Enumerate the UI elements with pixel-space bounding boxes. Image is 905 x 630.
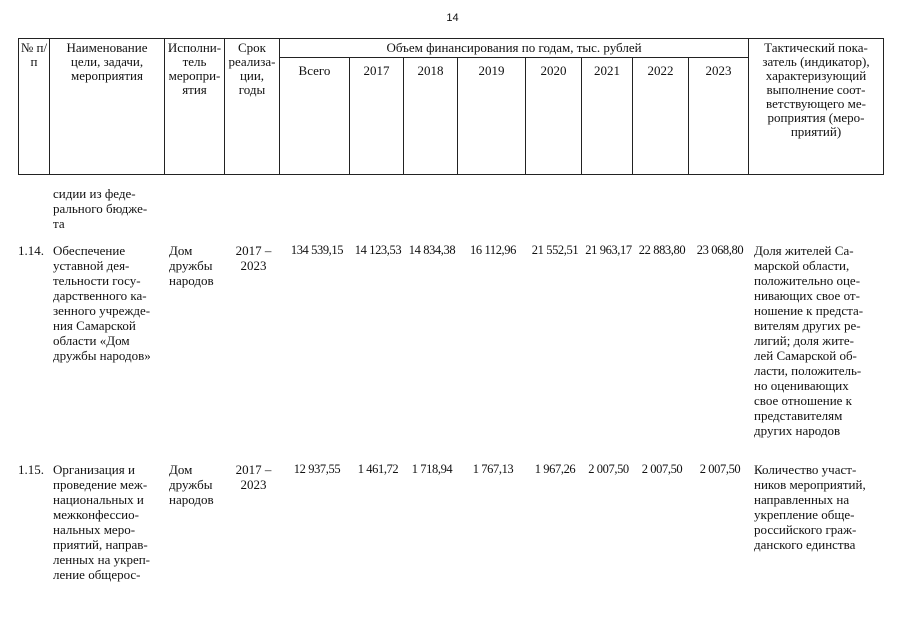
row-total: 12 937,55: [293, 462, 341, 476]
row-name: Обеспечение уставной дея- тельности госу- дарственного ка- зенного учрежде- ния Самарской области «Дом дружбы народов»: [53, 243, 151, 363]
header-year: 2021: [582, 58, 633, 175]
row-term: 2017 – 2023: [235, 243, 272, 273]
row-value: 14 834,38: [408, 243, 456, 257]
row-total: 134 539,15: [290, 243, 344, 257]
header-executor: Исполни-тель меропри-ятия: [165, 39, 225, 175]
continuation-text: сидии из феде- рального бюдже- та: [53, 186, 148, 231]
row-value: 23 068,80: [696, 243, 744, 257]
header-number: № п/п: [19, 39, 50, 175]
row-value: 2 007,50: [588, 462, 629, 476]
header-name: Наименование цели, задачи, мероприятия: [50, 39, 165, 175]
row-indicator: Количество участ- ников мероприятий, направленных на укрепление обще- российского граж- данского единства: [754, 462, 866, 552]
row-value: 1 767,13: [472, 462, 514, 476]
row-name: Организация и проведение меж- национальных и межконфессио- нальных меро- приятий, направ- ленных на укреп- ление общерос-: [53, 462, 151, 582]
header-funding: Объем финансирования по годам, тыс. рублей: [280, 39, 749, 58]
row-value: 2 007,50: [699, 462, 741, 476]
row-term: 2017 – 2023: [235, 462, 272, 492]
row-value: 14 123,53: [354, 243, 402, 257]
header-indicator: Тактический пока-затель (индикатор), характеризующий выполнение соот-ветствующего ме-роприятия (меро-приятий): [749, 39, 884, 175]
header-term: Срок реализа-ции, годы: [225, 39, 280, 175]
header-year: 2017: [350, 58, 404, 175]
row-value: 2 007,50: [641, 462, 683, 476]
page-number: 14: [446, 12, 459, 24]
row-executor: Дом дружбы народов: [169, 462, 214, 507]
header-total: Всего: [280, 58, 350, 175]
row-value: 21 963,17: [585, 243, 632, 257]
row-value: 1 718,94: [411, 462, 453, 476]
row-number: 1.14.: [18, 243, 44, 258]
header-year: 2018: [404, 58, 458, 175]
row-value: 1 967,26: [534, 462, 576, 476]
row-value: 16 112,96: [470, 243, 516, 257]
header-year: 2020: [526, 58, 582, 175]
row-number: 1.15.: [18, 462, 44, 477]
row-indicator: Доля жителей Са- марской области, положительно оце- нивающих свое от- ношение к предста- вителям других ре- лигий; доля жите- лей Самарской об- ласти, положитель- но оценивающих свое отношение к представителям других народов: [754, 243, 864, 438]
row-executor: Дом дружбы народов: [169, 243, 214, 288]
header-year: 2022: [633, 58, 689, 175]
row-value: 22 883,80: [638, 243, 686, 257]
table-header: [18, 38, 884, 175]
header-year: 2023: [689, 58, 749, 175]
row-value: 1 461,72: [357, 462, 399, 476]
row-value: 21 552,51: [531, 243, 579, 257]
header-year: 2019: [458, 58, 526, 175]
